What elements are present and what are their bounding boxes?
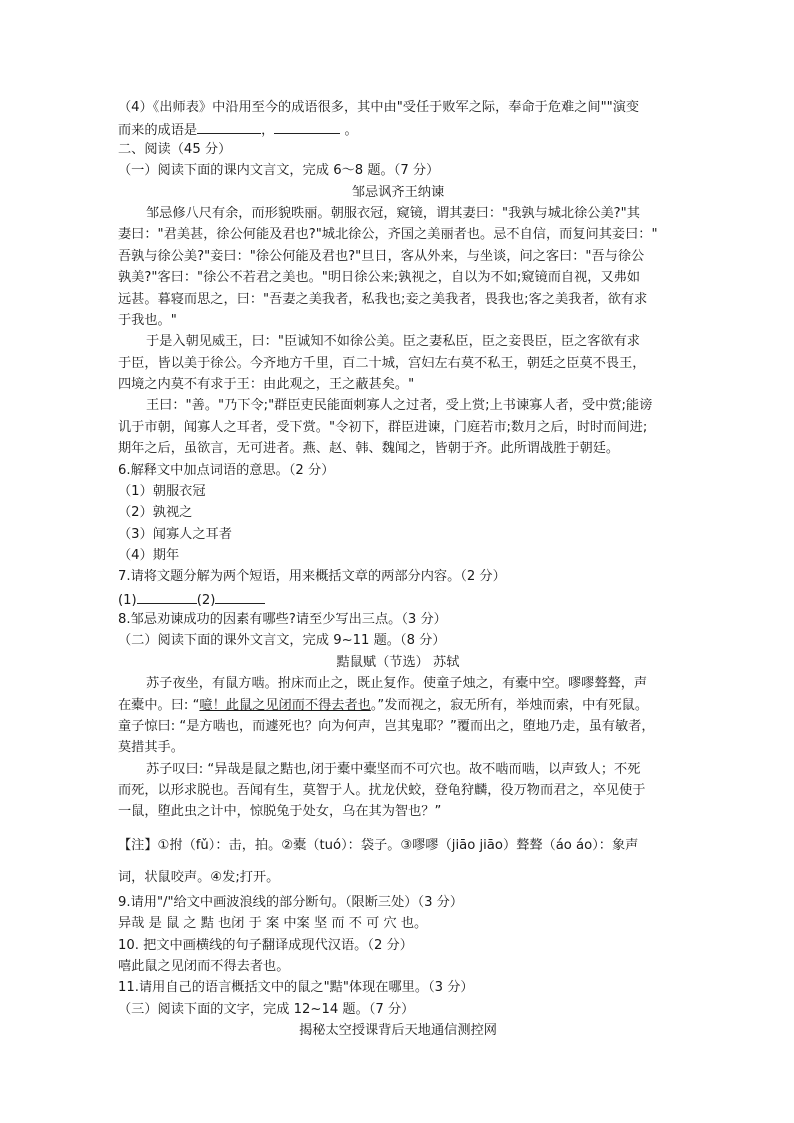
passage2-line: 苏子夜坐，有鼠方啮。拊床而止之，既止复作。使童子烛之，有橐中空。嘐嘐聱聱，声 <box>146 676 648 691</box>
passage1-line: 于我也。" <box>118 313 177 328</box>
q9-sentence: 异哉 是 鼠 之 黠 也闭 于 案 中案 坚 而 不 可 穴 也。 <box>118 916 428 931</box>
q6-item-4: （4）期年 <box>118 548 180 563</box>
underlined-sentence: 噫！此鼠之见闭而不得去者也 <box>199 698 371 713</box>
q7-blank-1[interactable] <box>137 589 197 604</box>
q7-blank-2[interactable] <box>215 589 265 604</box>
question-8: 8.邹忌劝谏成功的因素有哪些?请至少写出三点。（3 分） <box>118 612 447 627</box>
passage1-line: 期年之后，虽欲言，无可进者。燕、赵、韩、魏闻之，皆朝于齐。此所谓战胜于朝廷。 <box>118 441 620 456</box>
part1-instruction: （一）阅读下面的课内文言文，完成 6～8 题。（7 分） <box>118 163 440 178</box>
passage1-line: 王曰："善。"乃下令;"群臣吏民能面刺寡人之过者，受上赏;上书谏寡人者，受中赏;能谤 <box>146 398 653 413</box>
annotation-note: 词，状鼠咬声。④发;打开。 <box>118 870 280 885</box>
passage1-line: 妻曰："君美甚，徐公何能及君也?"城北徐公，齐国之美丽者也。忌不自信，而复问其妾曰：" <box>118 227 658 242</box>
section-heading-reading: 二、阅读（45 分） <box>118 142 232 157</box>
q6-item-1: （1）朝服衣冠 <box>118 484 206 499</box>
question-7: 7.请将文题分解为两个短语，用来概括文章的两部分内容。（2 分） <box>118 569 506 584</box>
q6-item-2: （2）孰视之 <box>118 505 193 520</box>
q4-idiom-answer-line: 而来的成语是 ， 。 <box>118 119 678 141</box>
passage1-title: 邹忌讽齐王纳谏 <box>351 185 445 200</box>
passage2-line: 而死，以形求脱也。吾闻有生，莫智于人。扰龙伏蛟，登龟狩麟，役万物而君之，卒见使于 <box>118 783 646 798</box>
passage1-line: 邹忌修八尺有余，而形貌昳丽。朝服衣冠，窥镜，谓其妻曰："我孰与城北徐公美?"其 <box>146 206 640 221</box>
passage1-line: 吾孰与徐公美?"妾曰："徐公何能及君也?"旦日，客从外来，与坐谈，问之客曰："吾与徐公 <box>118 249 645 264</box>
passage2-line: 在橐中。曰: “噫！此鼠之见闭而不得去者也。”发而视之，寂无所有，举烛而索，中有死鼠。 <box>118 698 649 713</box>
annotation-note: 【注】①拊（fǔ）：击，拍。②橐（tuó）：袋子。③嘐嘐（jiāo jiāo）聱聱（áo áo）：象声 <box>118 838 639 853</box>
answer-blank-1[interactable] <box>197 119 261 134</box>
q4-idiom-line: （4）《出师表》中沿用至今的成语很多，其中由"受任于败军之际，奉命于危难之间""演变 <box>118 100 640 115</box>
passage1-line: 孰美?"客曰："徐公不若君之美也。"明日徐公来;孰视之，自以为不如;窥镜而自视，又弗如 <box>118 270 641 285</box>
passage2-line: 苏子叹曰: “异哉是鼠之黠也,闭于橐中橐坚而不可穴也。故不啮而啮，以声致人；不死 <box>146 762 641 777</box>
passage1-line: 于是入朝见威王，曰："臣诚知不如徐公美。臣之妻私臣，臣之妾畏臣，臣之客欲有求 <box>146 334 640 349</box>
question-11: 11.请用自己的语言概括文中的鼠之"黠"体现在哪里。（3 分） <box>118 980 474 995</box>
passage1-line: 讥于市朝，闻寡人之耳者，受下赏。"令初下，群臣进谏，门庭若市;数月之后，时时而间进; <box>118 420 648 435</box>
passage1-line: 于臣，皆以美于徐公。今齐地方千里，百二十城，宫妇左右莫不私王，朝廷之臣莫不畏王， <box>118 356 646 371</box>
passage1-line: 远甚。暮寝而思之，曰："吾妻之美我者，私我也;妾之美我者，畏我也;客之美我者，欲有求 <box>118 292 648 307</box>
q7-answer-line: (1) (2) <box>118 589 678 611</box>
question-9: 9.请用"/"给文中画波浪线的部分断句。（限断三处）（3 分） <box>118 895 464 910</box>
passage2-line: 莫措其手。 <box>118 740 184 755</box>
passage2-line: 童子惊曰: “是方啮也，而遽死也？向为何声，岂其鬼耶？”覆而出之，堕地乃走，虽有敏者， <box>118 719 655 734</box>
question-10: 10. 把文中画横线的句子翻译成现代汉语。（2 分） <box>118 938 413 953</box>
q10-sentence: 嘻此鼠之见闭而不得去者也。 <box>118 959 290 974</box>
passage2-title: 黠鼠赋（节选） 苏轼 <box>336 655 460 670</box>
q6-item-3: （3）闻寡人之耳者 <box>118 527 232 542</box>
part3-instruction: （三）阅读下面的文字，完成 12~14 题。（7 分） <box>118 1002 415 1017</box>
part2-instruction: （二）阅读下面的课外文言文，完成 9~11 题。（8 分） <box>118 633 446 648</box>
passage2-line: 一鼠，堕此虫之计中，惊脱兔于处女，乌在其为智也？” <box>118 804 442 819</box>
passage1-line: 四境之内莫不有求于王：由此观之，王之蔽甚矣。" <box>118 377 415 392</box>
answer-blank-2[interactable] <box>274 119 340 134</box>
question-6: 6.解释文中加点词语的意思。（2 分） <box>118 463 335 478</box>
passage3-title: 揭秘太空授课背后天地通信测控网 <box>299 1023 497 1038</box>
